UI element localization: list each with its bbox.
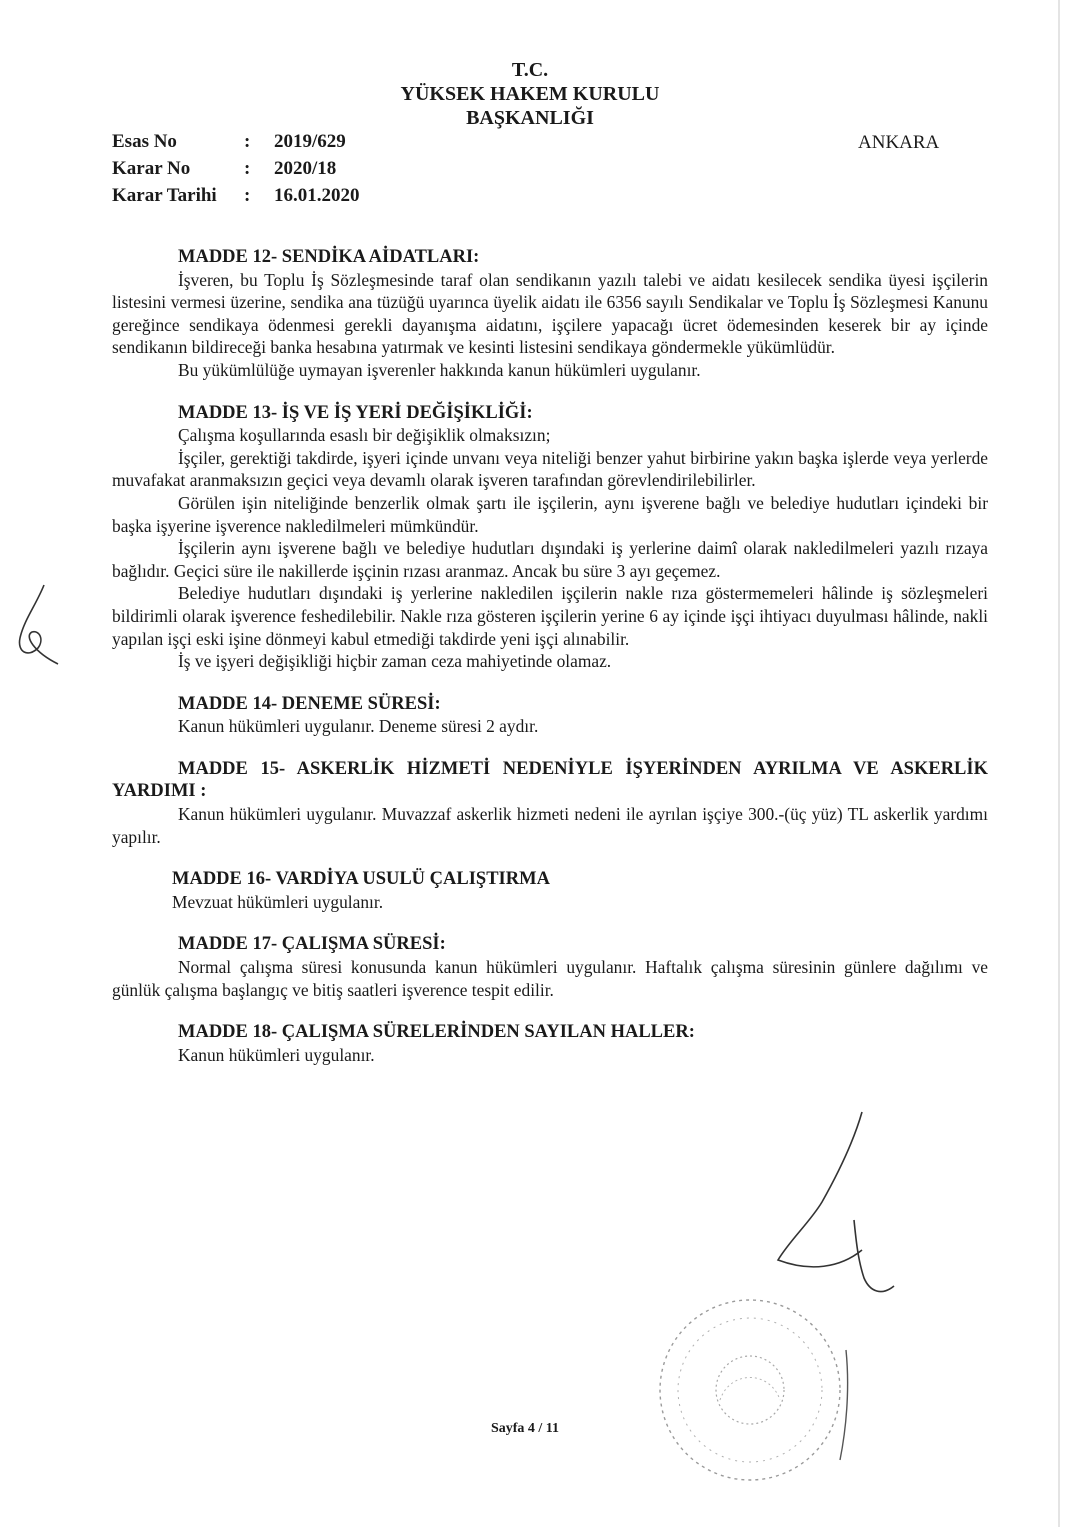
article-17 [112, 933, 988, 1001]
meta-separator: : [244, 158, 251, 179]
article-heading: MADDE 16- VARDİYA USULÜ ÇALIŞTIRMA [172, 869, 550, 890]
article-heading: MADDE 17- ÇALIŞMA SÜRESİ: [178, 934, 446, 955]
article-paragraph: Bu yükümlülüğe uymayan işverenler hakkında kanun hükümleri uygulanır. [178, 359, 701, 380]
article-paragraph: Kanun hükümleri uygulanır. Muvazzaf askerlik hizmeti nedeni ile ayrılan işçiye 300.-(üç yüz) TL askerlik yardımı yapılır. [112, 804, 988, 847]
article-paragraph: Kanun hükümleri uygulanır. Deneme süresi 2 aydır. [178, 716, 539, 737]
header-city: ANKARA [858, 132, 940, 153]
handwritten-initial-mark [14, 580, 64, 675]
article-heading: MADDE 13- İŞ VE İŞ YERİ DEĞİŞİKLİĞİ: [178, 402, 533, 423]
meta-label: Karar No [112, 158, 191, 179]
header-country: T.C. [511, 59, 549, 81]
meta-label: Esas No [112, 131, 177, 152]
article-14 [112, 693, 988, 738]
scan-edge-line [1058, 0, 1060, 1527]
meta-row-karar-tarihi [112, 182, 394, 209]
meta-separator: : [244, 185, 251, 206]
article-paragraph: Mevzuat hükümleri uygulanır. [172, 891, 384, 912]
meta-value: 2020/18 [274, 158, 337, 179]
article-paragraph: İş ve işyeri değişikliği hiçbir zaman ceza mahiyetinde olamaz. [178, 651, 612, 672]
article-15 [112, 758, 988, 848]
article-13 [112, 402, 988, 673]
meta-row-karar [112, 155, 394, 182]
handwritten-signature [770, 1110, 920, 1315]
article-16 [112, 868, 988, 913]
article-paragraph: Belediye hudutları dışındaki iş yerlerine nakledilen işçilerin nakle rıza göstermemeleri hâlinde iş sözleşmeleri bildirimli olarak işverence feshedilebilir. Nakle rıza gösteren işçilerin yerine 6 ay içinde işçi ihtiyacı duyulması hâlinde, nakli yapılan işçi eski işine dönmeyi kabul etmediği takdirde yeni işçi alınabilir. [112, 583, 988, 649]
case-metadata [112, 128, 394, 209]
article-paragraph: İşveren, bu Toplu İş Sözleşmesinde taraf olan sendikanın yazılı talebi ve aidatı kesilecek sendika üyesi işçilerin listesini vermesi üzerine, sendika ana tüzüğü uyarınca üyelik aidatı ile 6356 sayılı Sendikalar ve Toplu İş Sözleşmesi Kanunu gereğince sendikaya ödenmesi gerekli dayanışma aidatını, işçilere yapacağı ücret ödemesinden keserek bir ay içinde sendikanın bildireceği banka hesabına yatırmak ve kesinti listesini sendikaya göndermekle yükümlüdür. [112, 269, 988, 358]
article-heading: MADDE 18- ÇALIŞMA SÜRELERİNDEN SAYILAN HALLER: [178, 1022, 695, 1043]
article-paragraph: İşçilerin aynı işverene bağlı ve belediye hudutları dışındaki iş yerlerine daimî olarak nakledilmeleri yazılı rızaya bağlıdır. Geçici süre ile nakillerde işçinin rızası aranmaz. Ancak bu süre 3 ayı geçemez. [112, 538, 988, 581]
meta-value: 16.01.2020 [274, 185, 360, 206]
meta-value: 2019/629 [274, 131, 346, 152]
header-institution-line2: BAŞKANLIĞI [466, 107, 594, 129]
article-heading: MADDE 14- DENEME SÜRESİ: [178, 693, 441, 714]
article-paragraph: Görülen işin niteliğinde benzerlik olmak şartı ile işçilerin, aynı işverene bağlı ve belediye hudutları içindeki bir başka işyerine işverence nakledilmeleri mümkündür. [112, 492, 988, 536]
page-number: Sayfa 4 / 11 [490, 1421, 560, 1436]
article-paragraph: Kanun hükümleri uygulanır. [178, 1044, 375, 1065]
article-heading: MADDE 12- SENDİKA AİDATLARI: [178, 247, 480, 267]
article-paragraph: Çalışma koşullarında esaslı bir değişiklik olmaksızın; [178, 425, 551, 446]
meta-label: Karar Tarihi [112, 185, 217, 206]
meta-row-esas [112, 128, 394, 155]
official-seal [650, 1290, 850, 1495]
document-header [360, 58, 700, 130]
article-12 [112, 246, 988, 382]
article-18 [112, 1021, 988, 1066]
article-paragraph: Normal çalışma süresi konusunda kanun hükümleri uygulanır. Haftalık çalışma süresinin günlere dağılımı ve günlük çalışma başlangıç ve bitiş saatleri işverence tespit edilir. [112, 957, 988, 1000]
article-heading: MADDE 15- ASKERLİK HİZMETİ NEDENİYLE İŞYERİNDEN AYRILMA VE ASKERLİK YARDIMI : [112, 758, 988, 802]
meta-separator: : [244, 131, 251, 152]
header-institution-line1: YÜKSEK HAKEM KURULU [400, 83, 660, 105]
document-body [112, 246, 988, 1086]
article-paragraph: İşçiler, gerektiği takdirde, işyeri içinde unvanı veya niteliği benzer yahut birbirine yakın başka işlerde veya yerlerde muvafakat aranmaksızın geçici veya devamlı olarak işveren tarafından görevlendirilebilirler. [112, 447, 988, 491]
